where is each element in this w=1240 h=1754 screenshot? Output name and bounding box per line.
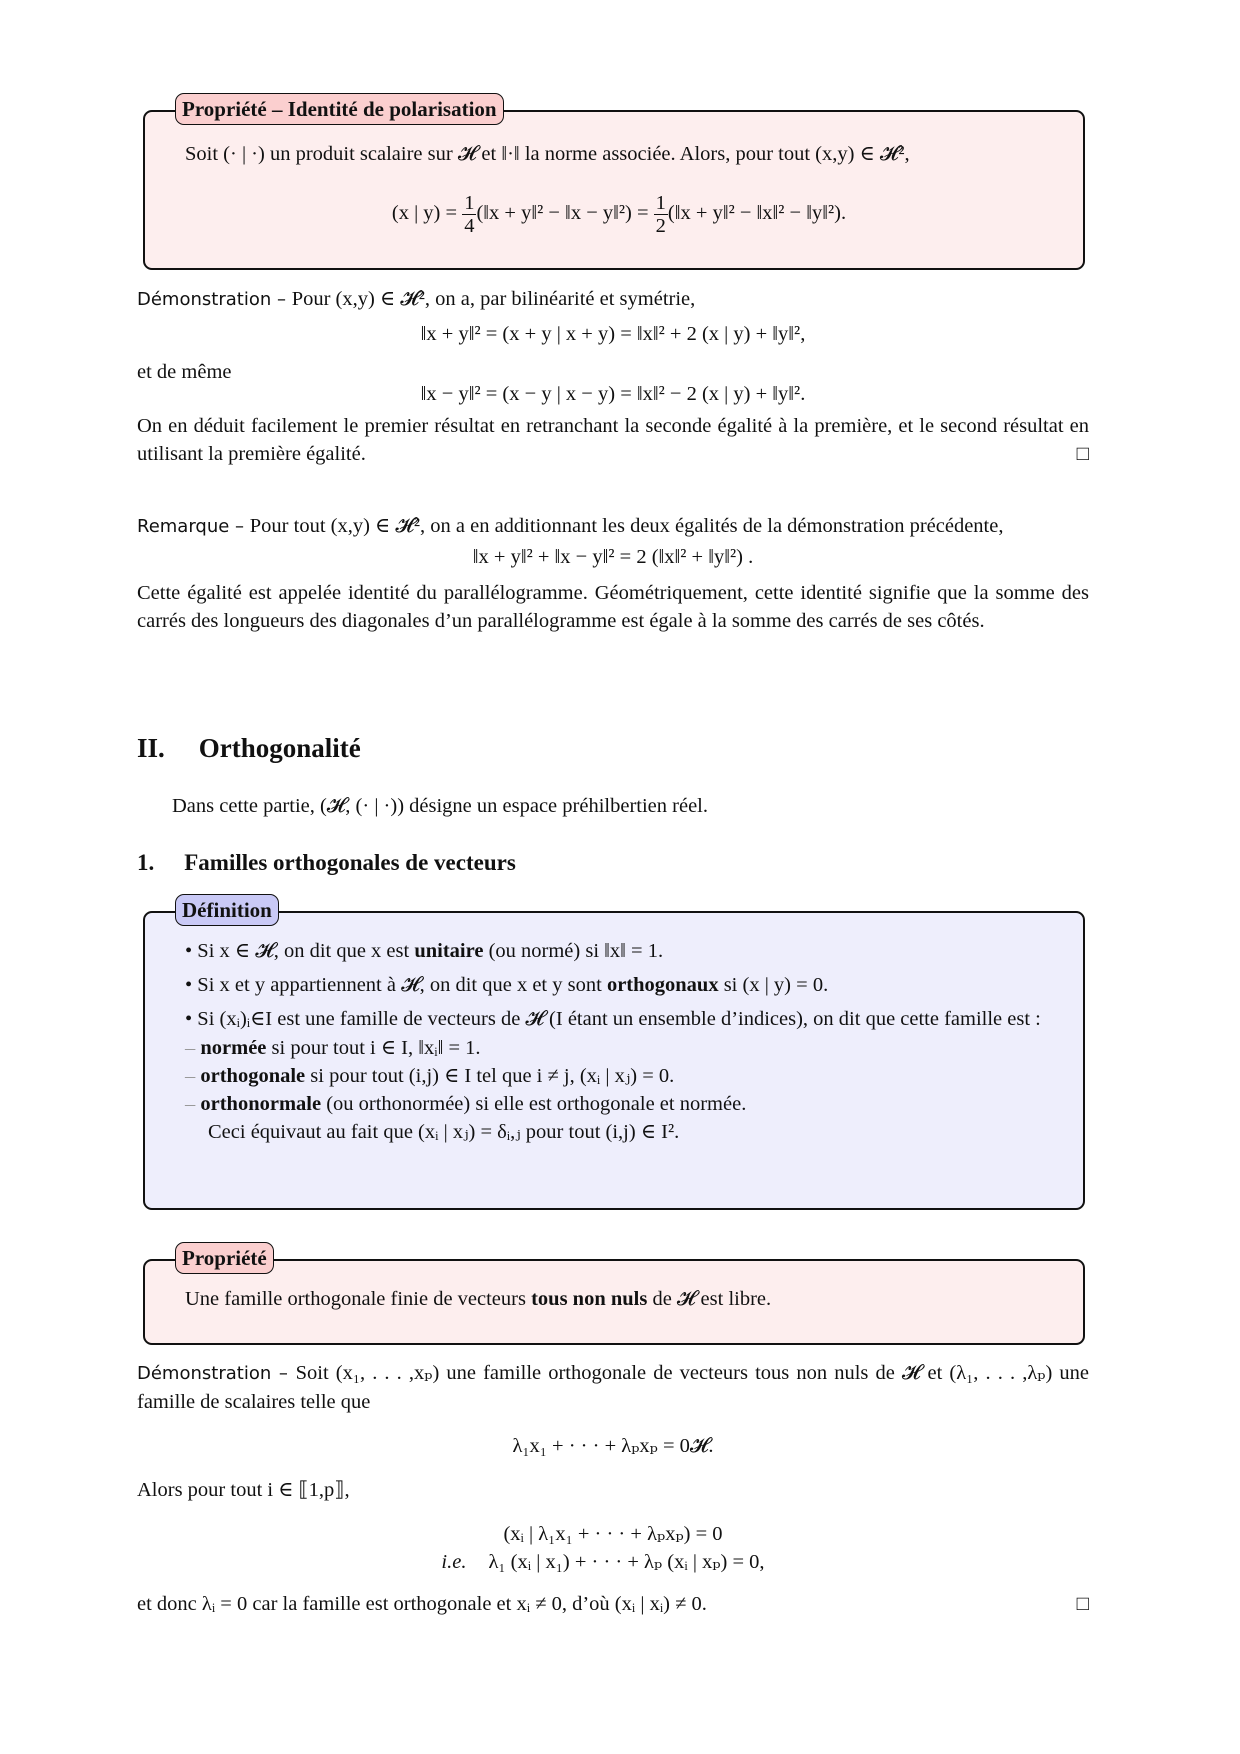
def-item-unitaire	[185, 935, 1053, 969]
demo-conclusion: et donc λᵢ = 0 car la famille est orthogonale et xᵢ ≠ 0, d’où (xᵢ | xᵢ) ≠ 0.	[137, 1593, 707, 1615]
frac-num: 1	[655, 191, 666, 214]
dash: –	[185, 1093, 196, 1115]
subsection-number: 1.	[137, 850, 155, 875]
property-tag: Propriété – Identité de polarisation	[175, 93, 504, 125]
demonstration-2	[137, 1359, 1089, 1618]
def-orthonormale	[185, 1090, 1053, 1118]
text: de 𝓗 est libre.	[647, 1288, 772, 1310]
property-box-polarisation	[143, 97, 1085, 270]
remark-label: Remarque –	[137, 516, 250, 537]
fraction	[462, 192, 476, 237]
text: • Si x ∈ 𝓗, on dit que x est	[185, 940, 415, 962]
term: tous non nuls	[531, 1288, 648, 1310]
formula-part: (‖x + y‖² − ‖x − y‖²) =	[476, 202, 654, 224]
equation: (xᵢ | λ₁x₁ + · · · + λₚxₚ) = 0	[503, 1523, 723, 1545]
equation: λ₁x₁ + · · · + λₚxₚ = 0𝓗.	[512, 1435, 714, 1457]
demonstration-1	[137, 285, 1089, 468]
demo-label: Démonstration –	[137, 1363, 296, 1384]
section-title: Orthogonalité	[198, 733, 361, 763]
section-heading	[137, 733, 361, 764]
equation: λ₁ (xᵢ | x₁) + · · · + λₚ (xᵢ | xₚ) = 0,	[488, 1551, 765, 1573]
parallelogram-equation: ‖x + y‖² + ‖x − y‖² = 2 (‖x‖² + ‖y‖²) .	[472, 546, 754, 568]
text: si pour tout (i,j) ∈ I tel que i ≠ j, (xᵢ | xⱼ) = 0.	[305, 1065, 675, 1087]
def-equivalence: Ceci équivaut au fait que (xᵢ | xⱼ) = δᵢ,ⱼ pour tout (i,j) ∈ I².	[208, 1121, 680, 1143]
definition-box	[143, 898, 1085, 1210]
section-intro: Dans cette partie, (𝓗, (· | ·)) désigne un espace préhilbertien réel.	[172, 795, 708, 817]
text: Alors pour tout i ∈ ⟦1,p⟧,	[137, 1479, 350, 1501]
formula-part: (‖x + y‖² − ‖x‖² − ‖y‖²).	[667, 202, 847, 224]
demo-conclusion: On en déduit facilement le premier résultat en retranchant la seconde égalité à la première, et le second résultat en utilisant la première égalité.	[137, 415, 1089, 465]
definition-tag: Définition	[175, 894, 279, 926]
def-orthogonale	[185, 1062, 1053, 1090]
equation: ‖x + y‖² = (x + y | x + y) = ‖x‖² + 2 (x | y) + ‖y‖²,	[420, 323, 806, 345]
frac-num: 1	[464, 191, 475, 214]
demo-text: Soit (x₁, . . . ,xₚ) une famille orthogonale de vecteurs tous non nuls de 𝓗 et (λ₁, . . . ,λₚ) une famille de scalaires telle que	[137, 1362, 1089, 1413]
property-statement: Soit (· | ·) un produit scalaire sur 𝓗 et ‖·‖ la norme associée. Alors, pour tout (x,y) ∈ 𝓗²,	[185, 143, 910, 165]
text: (ou orthonormée) si elle est orthogonale et normée.	[321, 1093, 747, 1115]
term: orthonormale	[200, 1093, 322, 1115]
remark-after: Cette égalité est appelée identité du parallélogramme. Géométriquement, cette identité signifie que la somme des carrés des longueurs des diagonales d’un parallélogramme est égale à la somme des carrés de ses côtés.	[137, 582, 1089, 632]
text: • Si x et y appartiennent à 𝓗, on dit que x et y sont	[185, 973, 607, 996]
property-statement	[185, 1283, 1053, 1316]
frac-den: 2	[655, 214, 666, 237]
text: et de même	[137, 361, 232, 383]
text: si pour tout i ∈ I, ‖xᵢ‖ = 1.	[266, 1037, 481, 1059]
property-tag: Propriété	[175, 1242, 274, 1274]
formula-part: (x | y) =	[391, 202, 463, 224]
section-number: II.	[137, 733, 165, 763]
fraction	[654, 192, 668, 237]
term: normée	[200, 1037, 267, 1059]
demo-text: Pour (x,y) ∈ 𝓗², on a, par bilinéarité et symétrie,	[291, 288, 696, 310]
text: (ou normé) si ‖x‖ = 1.	[483, 940, 664, 962]
equation: ‖x − y‖² = (x − y | x − y) = ‖x‖² − 2 (x | y) + ‖y‖².	[420, 383, 806, 405]
term: unitaire	[414, 940, 484, 962]
demo-label: Démonstration –	[137, 289, 292, 310]
subsection-heading	[137, 850, 516, 876]
polarisation-formula	[185, 188, 1053, 238]
remark	[137, 512, 1089, 635]
subsection-title: Familles orthogonales de vecteurs	[184, 850, 516, 875]
dash: –	[185, 1037, 196, 1059]
ie-label: i.e.	[441, 1551, 467, 1573]
remark-text: Pour tout (x,y) ∈ 𝓗², on a en additionnant les deux égalités de la démonstration précédente,	[249, 515, 1004, 537]
frac-den: 4	[464, 214, 475, 237]
qed-square-icon: □	[1076, 443, 1089, 465]
term: orthogonaux	[606, 973, 719, 996]
qed-square-icon: □	[1076, 1593, 1089, 1615]
property-box-libre	[143, 1246, 1085, 1345]
term: orthogonale	[200, 1065, 306, 1087]
text: si (x | y) = 0.	[718, 973, 829, 996]
def-item-orthogonaux	[185, 969, 1053, 1003]
text: Une famille orthogonale finie de vecteurs	[185, 1288, 532, 1310]
dash: –	[185, 1065, 196, 1087]
def-item-famille: • Si (xᵢ)ᵢ∈I est une famille de vecteurs de 𝓗 (I étant un ensemble d’indices), on dit que cette famille est :	[185, 1008, 1041, 1030]
def-normee	[185, 1034, 1053, 1062]
